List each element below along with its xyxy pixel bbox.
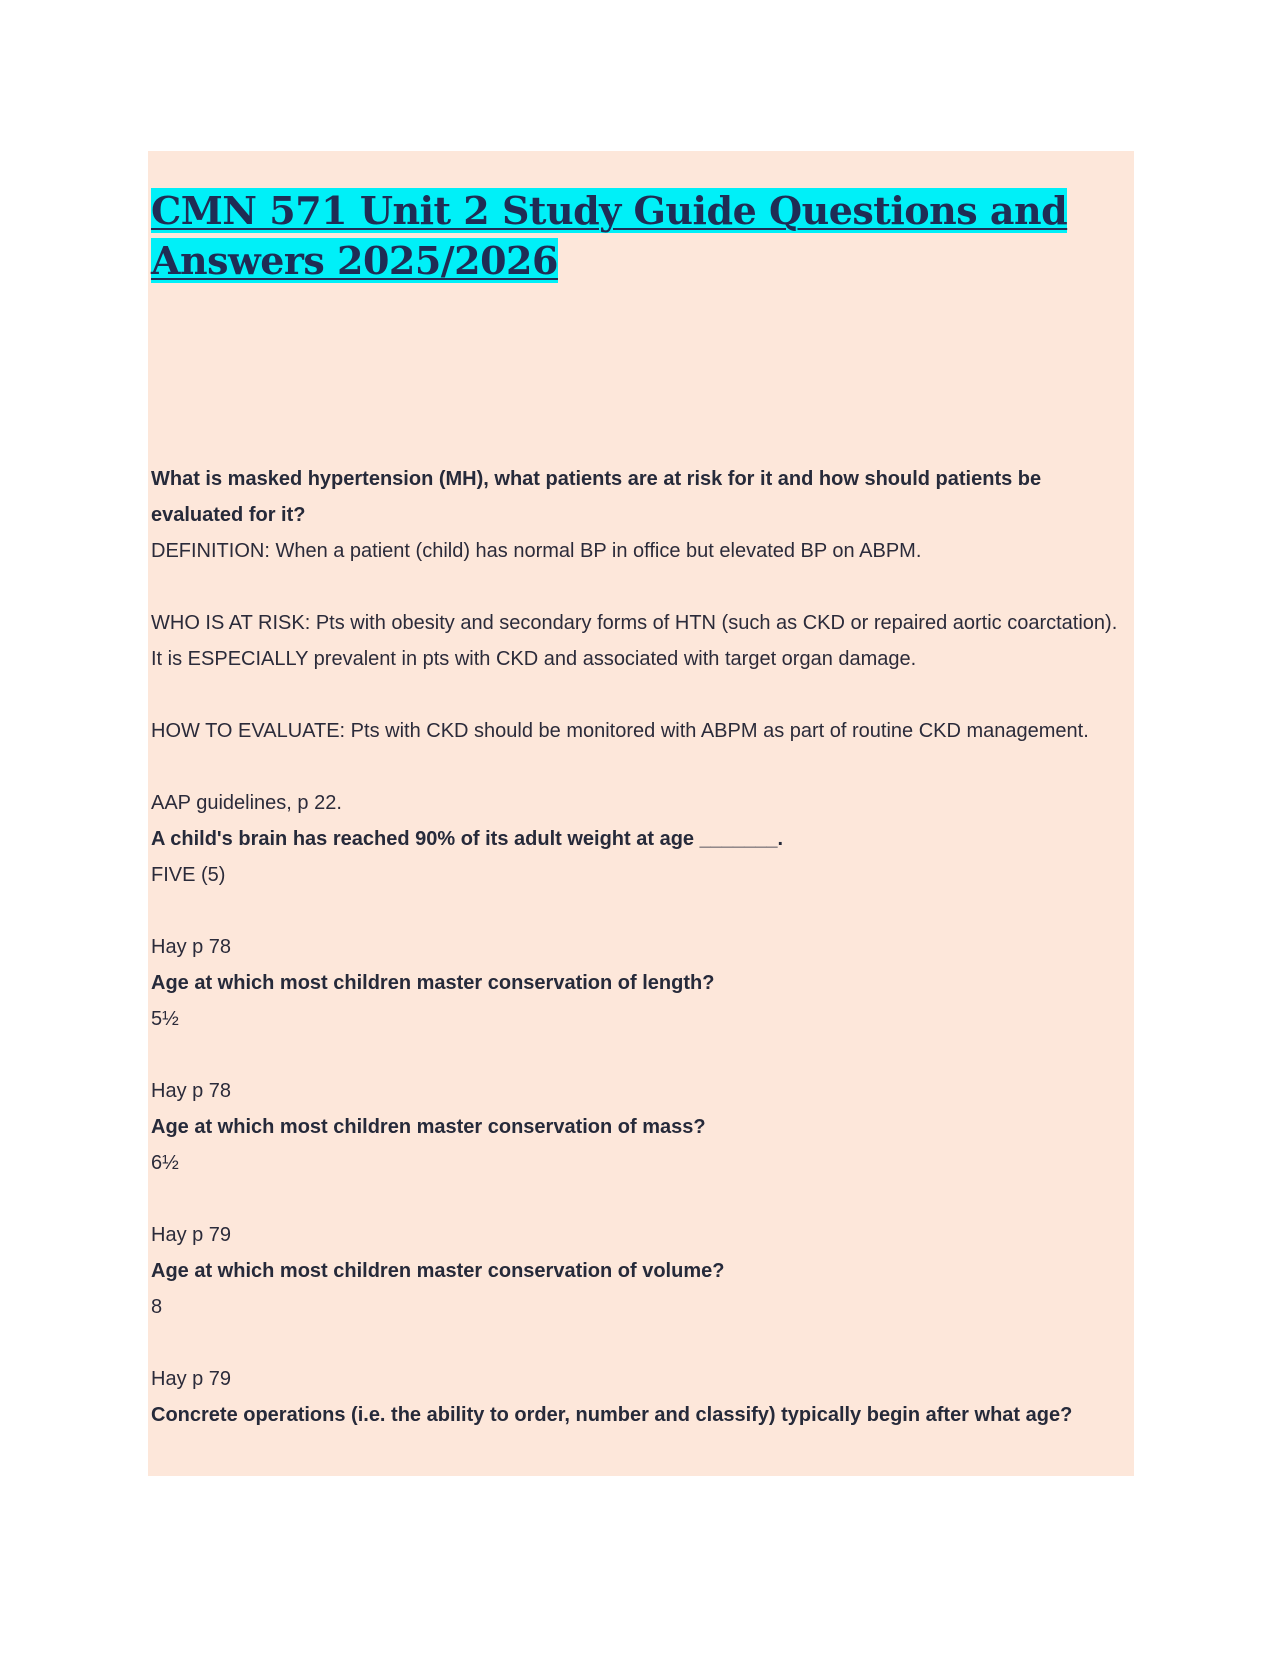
spacer bbox=[151, 1037, 1121, 1073]
question-brain-weight: A child's brain has reached 90% of its adult weight at age _______. bbox=[151, 828, 784, 850]
question-masked-hypertension: What is masked hypertension (MH), what patients are at risk for it and how should patients be evaluated for it? bbox=[151, 468, 1042, 526]
question-conservation-mass: Age at which most children master conservation of mass? bbox=[151, 1116, 706, 1138]
question-conservation-volume: Age at which most children master conservation of volume? bbox=[151, 1260, 725, 1282]
spacer bbox=[151, 677, 1121, 713]
spacer bbox=[151, 749, 1121, 785]
answer-evaluate: HOW TO EVALUATE: Pts with CKD should be monitored with ABPM as part of routine CKD management. bbox=[151, 720, 1089, 742]
spacer bbox=[151, 1181, 1121, 1217]
spacer bbox=[151, 1325, 1121, 1361]
source-reference: Hay p 79 bbox=[151, 1368, 232, 1390]
document-title: CMN 571 Unit 2 Study Guide Questions and Answers 2025/2026 bbox=[151, 188, 1068, 283]
source-reference: Hay p 79 bbox=[151, 1224, 232, 1246]
question-concrete-operations: Concrete operations (i.e. the ability to order, number and classify) typically begin after what age? bbox=[151, 1404, 1073, 1426]
spacer bbox=[151, 893, 1121, 929]
answer-text: 8 bbox=[151, 1296, 163, 1318]
question-conservation-length: Age at which most children master conservation of length? bbox=[151, 972, 715, 994]
source-reference: AAP guidelines, p 22. bbox=[151, 792, 342, 814]
spacer bbox=[151, 569, 1121, 605]
qa-content bbox=[151, 461, 1121, 1433]
source-reference: Hay p 78 bbox=[151, 1080, 232, 1102]
answer-risk: WHO IS AT RISK: Pts with obesity and secondary forms of HTN (such as CKD or repaired aortic coarctation). It is ESPECIALLY prevalent in pts with CKD and associated with target organ damage. bbox=[151, 612, 1118, 670]
answer-text: 5½ bbox=[151, 1008, 179, 1030]
source-reference: Hay p 78 bbox=[151, 936, 232, 958]
answer-text: FIVE (5) bbox=[151, 864, 226, 886]
answer-text: 6½ bbox=[151, 1152, 179, 1174]
answer-definition: DEFINITION: When a patient (child) has normal BP in office but elevated BP on ABPM. bbox=[151, 540, 922, 562]
